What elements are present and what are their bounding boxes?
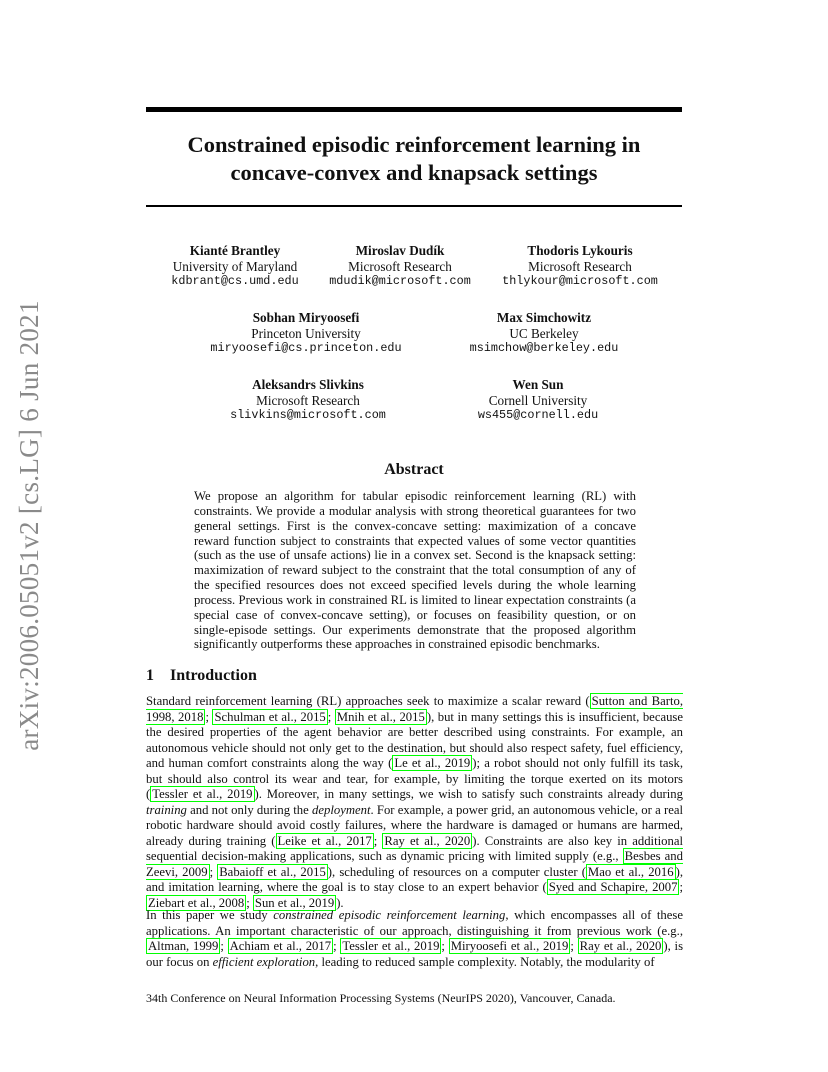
citation-link[interactable]: Sutton and Barto, 1998, 2018 — [146, 694, 683, 724]
author-name: Kianté Brantley — [189, 243, 281, 258]
author-affiliation: Cornell University — [488, 392, 588, 408]
citation-link[interactable]: Mnih et al., 2015 — [336, 709, 425, 724]
author-name: Wen Sun — [512, 377, 564, 392]
author-email[interactable]: ws455@cornell.edu — [477, 408, 599, 422]
citation-link[interactable]: Tessler et al., 2019 — [342, 939, 440, 953]
author-block — [458, 377, 618, 424]
author-email[interactable]: kdbrant@cs.umd.edu — [171, 274, 299, 288]
paragraph-1: Standard reinforcement learning (RL) approaches seek to maximize a scalar reward ( Sutton and Barto, 1998, 2018 ; Schulman et al., 2015 ; Mnih et al., 2015 ), but in many settings this is insufficient, because the desired properties of the agent behavior are better described using constraints. For example, an autonomous vehicle should not only get to the destination, but should also respect safety, fuel efficiency, and human comfort constraints along the way ( Le et al., 2019 ); a robot should not only fulfill its task, but should also control its wear and tear, for example, by limiting the torque exerted on its motors ( Tessler et al., 2019 ). Moreover, in many settings, we wish to satisfy such constraints already during training and not only during the deployment. For example, a power grid, an autonomous vehicle, or a real robotic hardware should avoid costly failures, where the hardware is damaged or humans are harmed, already during training ( Leike et al., 2017 ; Ray et al., 2020 ). Constraints are also key in additional sequential decision-making applications, such as dynamic pricing with limited supply (e.g., Besbes and Zeevi, 2009 ; Babaioff et al., 2015 ), scheduling of resources on a computer cluster ( Mao et al., 2016 ), and imitation learning, where the goal is to stay close to an expert behavior ( Syed and Schapire, 2007 ; Ziebart et al., 2008 ; Sun et al., 2019 ). — [146, 694, 683, 910]
citation-link[interactable]: Schulman et al., 2015 — [214, 709, 326, 724]
title-bottom-rule — [146, 205, 682, 207]
author-email[interactable]: mdudik@microsoft.com — [329, 274, 471, 288]
citation-link[interactable]: Ray et al., 2020 — [384, 833, 471, 848]
author-email[interactable]: slivkins@microsoft.com — [230, 408, 386, 422]
section-number: 1 — [146, 667, 154, 684]
paragraph-2: In this paper we study constrained episodic reinforcement learning, which encompasses all of these applications. An important characteristic of our approach, distinguishing it from previous work (e.g., Altman, 1999 ; Achiam et al., 2017 ; Tessler et al., 2019 ; Miryoosefi et al., 2019 ; Ray et al., 2020 ), is our focus on efficient exploration, leading to reduced sample complexity. Notably, the modularity of — [146, 908, 683, 969]
author-block — [310, 243, 490, 290]
author-name: Miroslav Dudík — [355, 243, 445, 258]
citation-link[interactable]: Ziebart et al., 2008 — [148, 895, 245, 910]
citation-link[interactable]: Syed and Schapire, 2007 — [548, 880, 678, 894]
author-affiliation: Microsoft Research — [528, 258, 632, 274]
author-affiliation: University of Maryland — [172, 258, 298, 274]
conference-footnote: 34th Conference on Neural Information Processing Systems (NeurIPS 2020), Vancouver, Canada. — [146, 991, 616, 1005]
author-name: Aleksandrs Slivkins — [252, 377, 364, 392]
abstract-heading: Abstract — [384, 461, 444, 478]
citation-link[interactable]: Babaioff et al., 2015 — [219, 864, 326, 879]
author-affiliation: Microsoft Research — [256, 392, 360, 408]
author-name: Max Simchowitz — [496, 310, 592, 325]
citation-link[interactable]: Leike et al., 2017 — [277, 833, 372, 848]
author-affiliation: Microsoft Research — [348, 258, 452, 274]
abstract-text: We propose an algorithm for tabular episodic reinforcement learning (RL) with constraints. We provide a modular analysis with strong theoretical guarantees for two general settings. First is the convex-concave setting: maximization of a concave reward function subject to constraints that expected values of some vector quantities (such as the use of unsafe actions) lie in a convex set. Second is the knapsack setting: maximization of reward subject to the constraint that the total consumption of any of the specified resources does not exceed specified levels during the whole learning process. Previous work in constrained RL is limited to linear expectation constraints (a special case of convex-concave setting), or focuses on feasibility question, or on single-episode settings. Our experiments demonstrate that the proposed algorithm significantly outperforms these approaches in constrained episodic benchmarks. — [194, 489, 636, 652]
citation-link[interactable]: Altman, 1999 — [148, 939, 219, 953]
citation-link[interactable]: Sun et al., 2019 — [254, 895, 335, 910]
author-affiliation: Princeton University — [251, 325, 361, 341]
section-heading — [146, 667, 257, 685]
author-email[interactable]: miryoosefi@cs.princeton.edu — [210, 341, 402, 355]
section-title: Introduction — [170, 667, 257, 684]
author-affiliation: UC Berkeley — [509, 325, 579, 341]
citation-link[interactable]: Achiam et al., 2017 — [229, 939, 332, 953]
arxiv-identifier: arXiv:2006.05051v2 [cs.LG] 6 Jun 2021 — [13, 299, 44, 751]
author-name: Sobhan Miryoosefi — [252, 310, 360, 325]
paper-title: Constrained episodic reinforcement learning in concave-convex and knapsack settings — [187, 132, 641, 185]
citation-link[interactable]: Le et al., 2019 — [394, 756, 471, 770]
author-name: Thodoris Lykouris — [527, 243, 633, 258]
citation-link[interactable]: Tessler et al., 2019 — [152, 787, 253, 801]
author-email[interactable]: thlykour@microsoft.com — [502, 274, 658, 288]
title-top-rule — [146, 107, 682, 112]
citation-link[interactable]: Ray et al., 2020 — [579, 939, 662, 953]
author-email[interactable]: msimchow@berkeley.edu — [469, 341, 619, 355]
author-block — [196, 310, 416, 357]
citation-link[interactable]: Mao et al., 2016 — [587, 864, 674, 879]
citation-link[interactable]: Besbes and Zeevi, 2009 — [146, 849, 683, 879]
author-block — [208, 377, 408, 424]
author-block — [454, 310, 634, 357]
citation-link[interactable]: Miryoosefi et al., 2019 — [450, 939, 569, 953]
author-block — [490, 243, 670, 290]
author-block — [150, 243, 320, 290]
